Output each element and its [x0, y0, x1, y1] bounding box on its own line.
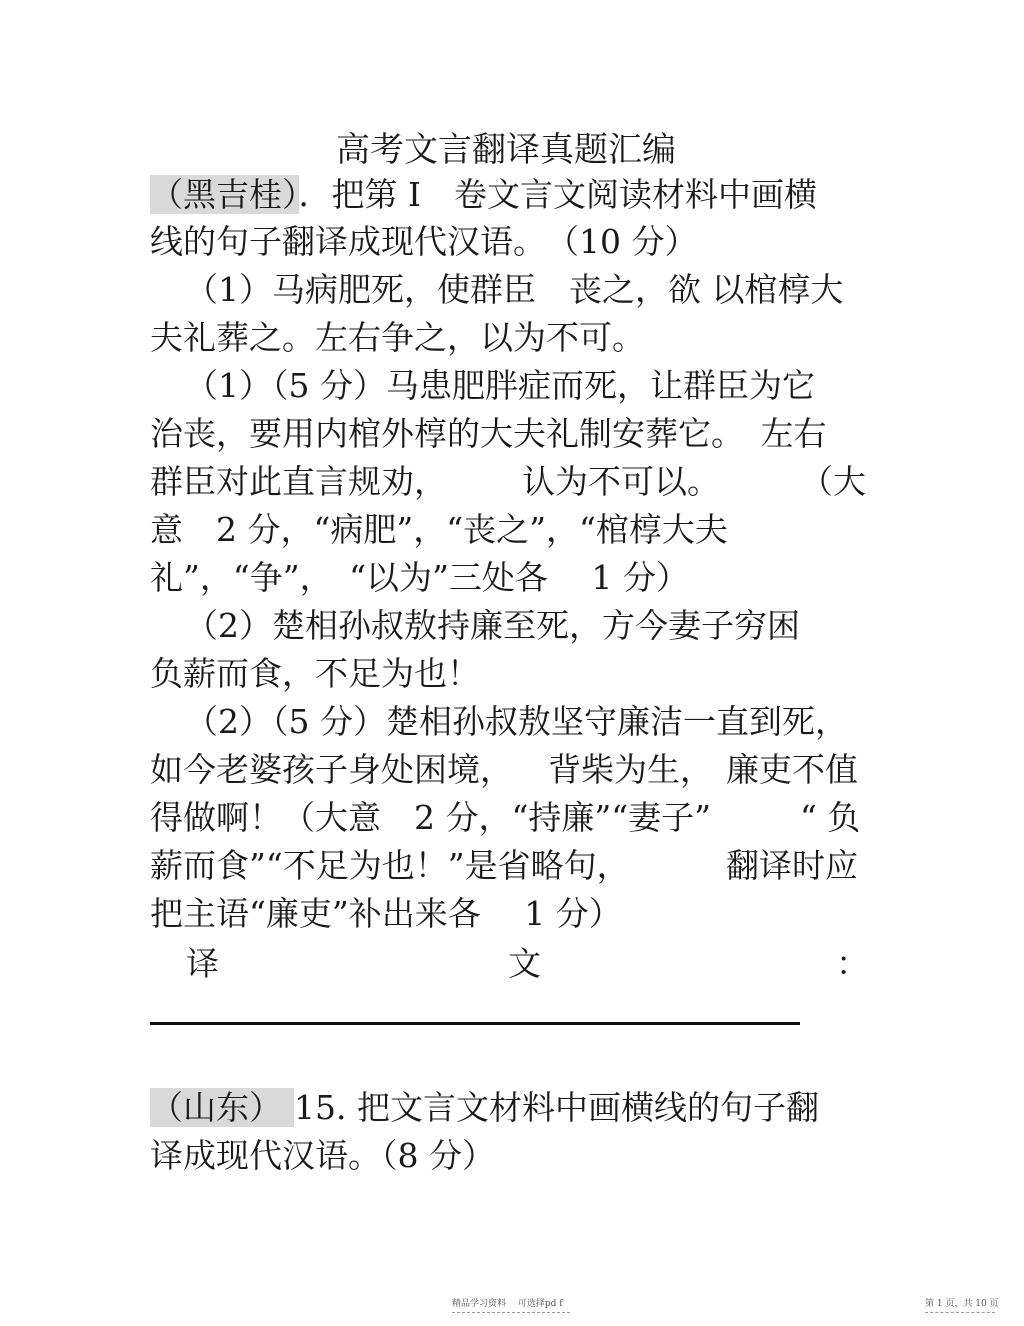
- question-text: 15. 把文言文材料中画横线的句子翻: [294, 1088, 819, 1127]
- text-line: 背柴为生，: [548, 750, 713, 789]
- answer-label: ：: [836, 944, 869, 983]
- answer-label: 文: [508, 944, 541, 983]
- text-line: （1）马病肥死，使群臣 丧之，欲 以棺椁大: [185, 270, 844, 309]
- text-line: 把主语“廉吏”补出来各 1 分）: [150, 894, 622, 933]
- text-line: 翻译时应: [726, 846, 858, 885]
- region-tag: （黑吉桂）: [150, 175, 299, 214]
- section-1-heading: [150, 175, 817, 215]
- footer-divider: [452, 1312, 570, 1313]
- text-line: 礼”，“争”， “以为”三处各 1 分）: [150, 558, 689, 597]
- text-line: （2）楚相孙叔敖持廉至死，方今妻子穷困: [185, 606, 800, 645]
- footer-divider: [925, 1312, 995, 1313]
- text-line: 治丧，要用内棺外椁的大夫礼制安葬它。 左右: [150, 414, 827, 453]
- text-line: 认为不可以。: [522, 462, 720, 501]
- text-line: （1）（5 分）马患肥胖症而死，让群臣为它: [185, 366, 815, 405]
- text-line: “ 负: [800, 798, 861, 837]
- text-line: 薪而食”“不足为也！”是省略句，: [150, 846, 630, 885]
- text-line: （大: [800, 462, 866, 501]
- text-line: 夫礼葬之。左右争之，以为不可。: [150, 318, 645, 357]
- footer-page-number: 第 1 页，共 10 页: [925, 1299, 999, 1309]
- section-2-heading: [150, 1088, 819, 1128]
- page-title: 高考文言翻译真题汇编: [336, 130, 676, 170]
- text-line: 线的句子翻译成现代汉语。 （10 分）: [150, 222, 698, 261]
- footer-left: 精品学习资料 可选择pd f: [452, 1299, 563, 1309]
- region-tag: （山东）: [150, 1088, 294, 1127]
- text-line: 得做啊！（大意 2 分，“持廉”“妻子”: [150, 798, 711, 837]
- text-line: 廉吏不值: [726, 750, 858, 789]
- answer-line: [150, 1022, 800, 1025]
- text-line: （2）（5 分）楚相孙叔敖坚守廉洁一直到死，: [185, 702, 848, 741]
- question-text: ．把第 I 卷文言文阅读材料中画横: [298, 175, 818, 214]
- text-line: 意 2 分，“病肥”，“丧之”，“棺椁大夫: [150, 510, 728, 549]
- text-line: 译成现代汉语。（8 分）: [150, 1136, 495, 1175]
- text-line: 如今老婆孩子身处困境，: [150, 750, 513, 789]
- answer-label: 译: [186, 944, 219, 983]
- text-line: 负薪而食，不足为也！: [150, 654, 480, 693]
- text-line: 群臣对此直言规劝，: [150, 462, 447, 501]
